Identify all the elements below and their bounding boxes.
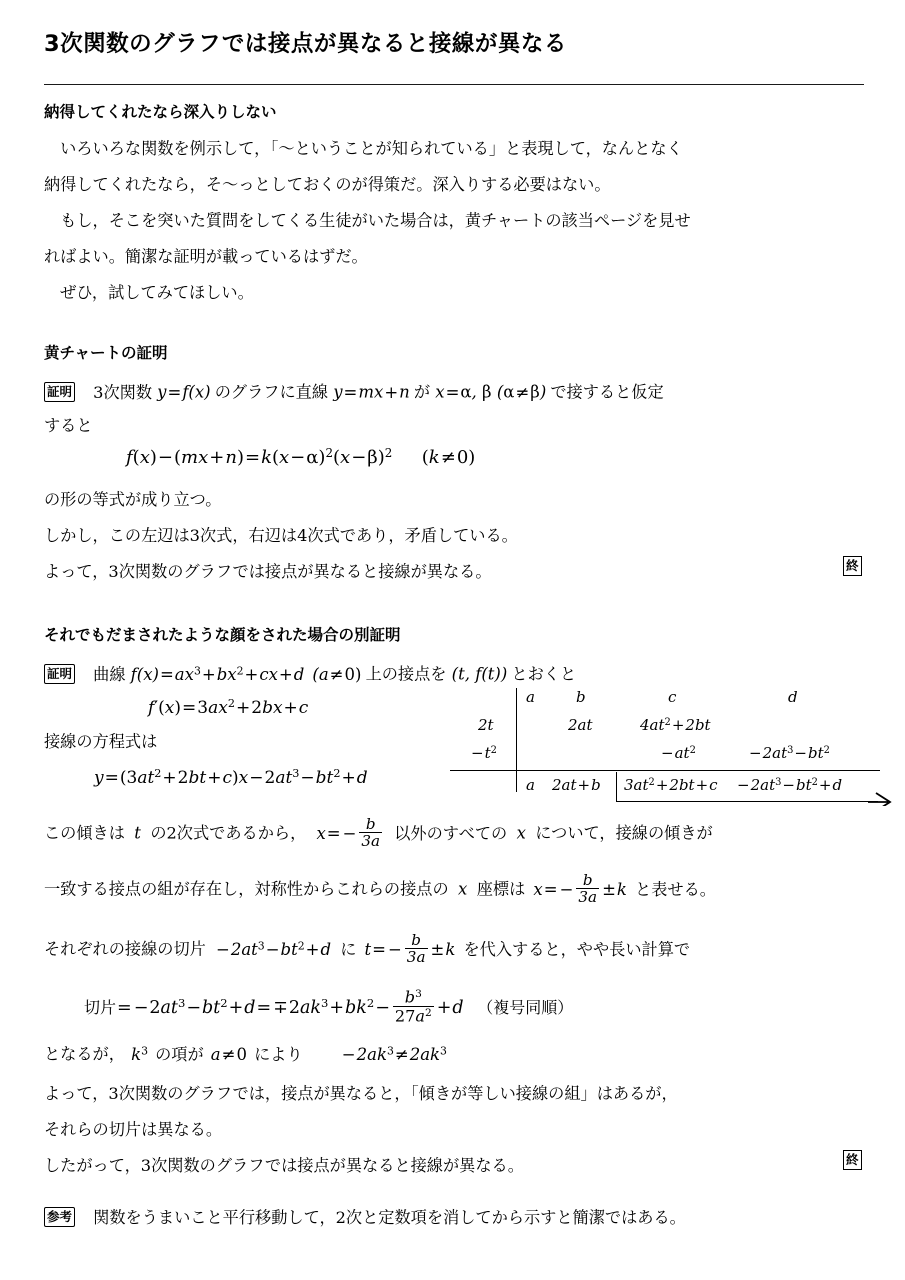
table-multiplier: 2t: [478, 716, 494, 734]
reference-label-box: 参考: [44, 1207, 75, 1227]
section-heading-3: それでもだまされたような顔をされた場合の別証明: [44, 626, 401, 644]
matching-points-line: 一致する接点の組が存在し，対称性からこれらの接点の x 座標は x= − $\frac{b}{3a}$ ±k と表せる。: [44, 871, 716, 907]
math-k-cubed: $k^3$: [131, 1044, 148, 1064]
paragraph-line: ぜひ，試してみてほしい。: [44, 283, 254, 302]
conclusion-line-3: したがって，3次関数のグラフでは接点が異なると接線が異なる。: [44, 1156, 524, 1175]
tangent-intro: 接線の方程式は: [44, 732, 158, 751]
table-cell: a: [526, 776, 535, 794]
contradiction-line: となるが， $k^3$ の項が a≠0 により $-2ak^3\ne 2ak^3$: [44, 1044, 447, 1064]
table-vertical-rule: [516, 688, 517, 792]
table-cell: $4at^2+2bt$: [640, 716, 711, 735]
math-point-t: (t, f(t)): [451, 664, 508, 684]
proof-end-box: 終: [843, 556, 862, 576]
proof-label-box: 証明: [44, 664, 75, 684]
table-cell: $-at^2$: [661, 744, 696, 763]
math-t-eq-minus-b-3a-pm-k: t= − $\frac{b}{3a}$ ±k: [364, 931, 456, 967]
math-x-alpha-beta: x=α, β (α≠β): [435, 382, 547, 402]
table-cell: $-2at^3-bt^2$: [749, 744, 830, 763]
fraction-b-over-3a: $\frac{b}{3a}$: [361, 815, 381, 851]
fraction-b-over-3a: $\frac{b}{3a}$: [406, 931, 426, 967]
proof2-line-1: 証明 曲線 $f(x)=ax^3+bx^2+cx+d$ (a≠0) 上の接点を (t, f(t)) とおくと: [44, 664, 576, 684]
table-cell-boxed: $3at^2+2bt+c$: [624, 776, 718, 795]
display-equation-quartic: $f(x)-(mx+n)=k(x-\alpha)^2(x-\beta)^2$ (k≠0): [126, 446, 476, 469]
math-minus-2ak3-neq-2ak3: $-2ak^3\ne 2ak^3$: [341, 1044, 447, 1064]
paragraph-line: 納得してくれたなら，そ〜っとしておくのが得策だ。深入りする必要はない。: [44, 175, 611, 194]
math-intercept-expr: $-2at^3-bt^2+d$: [216, 938, 332, 959]
section-heading-2: 黄チャートの証明: [44, 344, 168, 362]
display-equation-intercept: 切片= $-2at^3-bt^2+d= \mp 2ak^3+bk^2-$ $\frac{b^3}{27a^2}$ +d （複号同順）: [84, 987, 574, 1026]
table-cell: a: [526, 688, 535, 706]
table-cell: 2at+b: [552, 776, 601, 794]
reference-line: 参考 関数をうまいこと平行移動して，2次と定数項を消してから示すと簡潔ではある。: [44, 1207, 686, 1227]
proof-label-box: 証明: [44, 382, 75, 402]
page-title: 3次関数のグラフでは接点が異なると接線が異なる: [44, 31, 567, 57]
proof-end-box: 終: [843, 1150, 862, 1170]
math-cubic: $f(x)=ax^3+bx^2+cx+d$: [130, 663, 305, 684]
arrow-right-icon: [868, 786, 892, 806]
slope-line: この傾きは t の2次式であるから， x= − $\frac{b}{3a}$ 以外のすべての x について，接線の傾きが: [44, 815, 713, 851]
conclusion-line-2: それらの切片は異なる。: [44, 1120, 223, 1139]
table-horizontal-rule: [450, 770, 880, 771]
paragraph-line: ればよい。簡潔な証明が載っているはずだ。: [44, 247, 368, 266]
math-x-eq-minus-b-3a-pm-k: x= − $\frac{b}{3a}$ ±k: [533, 871, 627, 907]
substitution-line: それぞれの接線の切片 $-2at^3-bt^2+d$ に t= − $\frac{b}{3a}$ ±k を代入すると，やや長い計算で: [44, 931, 691, 967]
math-a-nonzero: (a≠0): [312, 664, 362, 684]
section-heading-1: 納得してくれたなら深入りしない: [44, 103, 277, 121]
table-cell: c: [668, 688, 677, 706]
paragraph-line: いろいろな関数を例示して，「〜ということが知られている」と表現して，なんとなく: [44, 139, 683, 158]
table-cell-boxed: $-2at^3-bt^2+d$: [737, 776, 843, 795]
fraction-b-over-3a: $\frac{b}{3a}$: [578, 871, 598, 907]
math-x-eq-minus-b-3a: x= − $\frac{b}{3a}$: [316, 815, 381, 851]
table-cell: b: [576, 688, 586, 706]
math-y-fx: y=f(x): [157, 382, 211, 402]
table-cell: d: [788, 688, 798, 706]
proof-line-2: すると: [44, 416, 93, 435]
display-equation-derivative: $f'(x)=3ax^2+2bx+c$: [148, 697, 309, 718]
math-a-neq-0: a≠0: [210, 1044, 247, 1064]
conclusion-line-1: よって，3次関数のグラフでは，接点が異なると，「傾きが等しい接線の組」はあるが，: [44, 1084, 678, 1103]
proof-line-1: 証明 3次関数 y=f(x) のグラフに直線 y=mx+n が x=α, β (α≠β) で接すると仮定: [44, 382, 664, 402]
table-multiplier: $-t^2$: [471, 744, 497, 763]
proof-line-4: しかし，この左辺は3次式，右辺は4次式であり，矛盾している。: [44, 526, 518, 545]
proof-line-3: の形の等式が成り立つ。: [44, 490, 222, 509]
fraction-b3-over-27a2: $\frac{b^3}{27a^2}$: [394, 987, 432, 1026]
synthetic-division-table: [440, 688, 890, 810]
table-cell: 2at: [568, 716, 593, 734]
title-divider: [44, 84, 864, 85]
proof-line-5: よって，3次関数のグラフでは接点が異なると接線が異なる。: [44, 562, 492, 581]
display-equation-tangent: $y=(3at^2+2bt+c)x-2at^3-bt^2+d$: [94, 767, 368, 788]
paragraph-line: もし，そこを突いた質問をしてくる生徒がいた場合は，黄チャートの該当ページを見せ: [44, 211, 691, 230]
math-line-mxn: y=mx+n: [333, 382, 410, 402]
